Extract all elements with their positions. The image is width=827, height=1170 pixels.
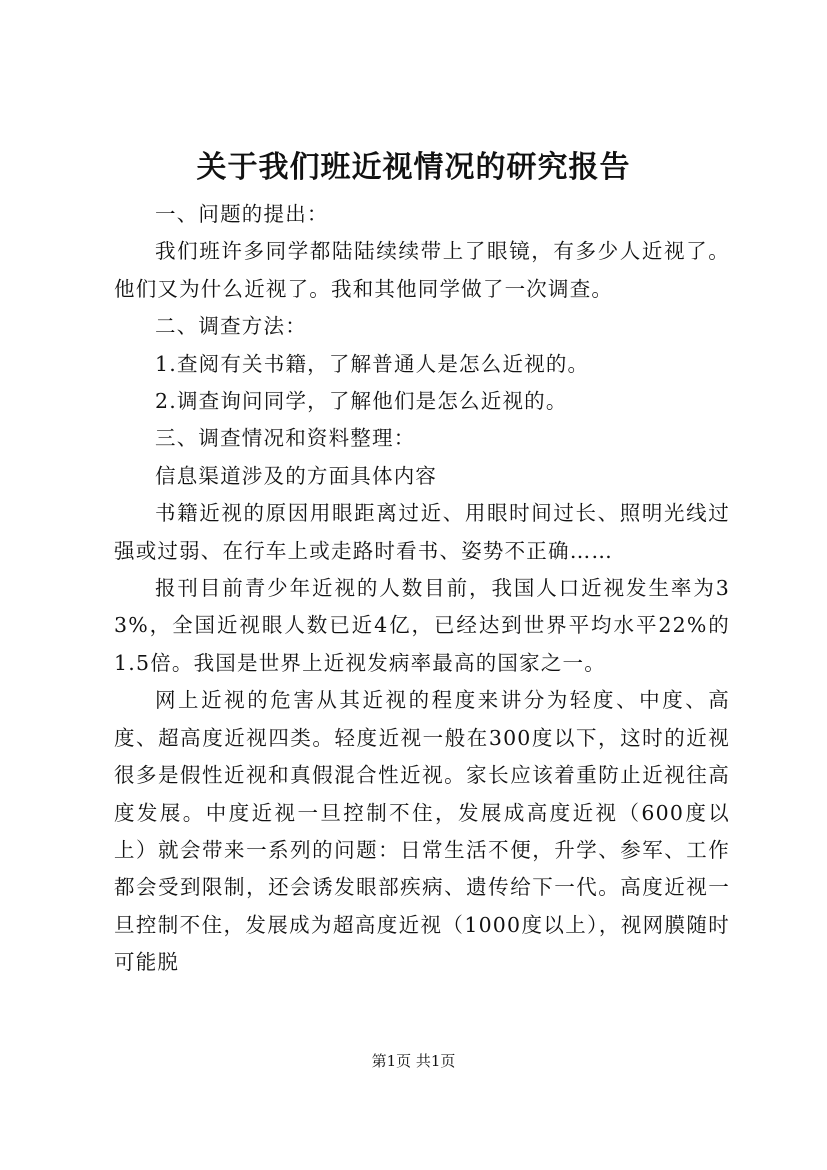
paragraph-newspapers: 报刊目前青少年近视的人数目前，我国人口近视发生率为33%，全国近视眼人数已近4亿，已经达到世界平均水平22%的1.5倍。我国是世界上近视发病率最高的国家之一。 [114,576,730,675]
section-heading-problem: 一、问题的提出： [155,202,329,226]
paragraph-books: 书籍近视的原因用眼距离过近、用眼时间过长、照明光线过强或过弱、在行车上或走路时看书、姿势不正确…… [114,501,730,563]
paragraph-internet: 网上近视的危害从其近视的程度来讲分为轻度、中度、高度、超高度近视四类。轻度近视一般在300度以下，这时的近视很多是假性近视和真假混合性近视。家长应该着重防止近视往高度发展。中度近视一旦控制不住，发展成高度近视（600度以上）就会带来一系列的问题：日常生活不便，升学、参军、工作都会受到限制，还会诱发眼部疾病、遗传给下一代。高度近视一旦控制不住，发展成为超高度近视（1000度以上），视网膜随时可能脱 [114,688,730,975]
page-footer: 第1页 共1页 [371,1052,456,1070]
table-header-line: 信息渠道涉及的方面具体内容 [155,463,438,488]
section-heading-findings: 三、调查情况和资料整理： [155,426,416,451]
method-item-1: 1.查阅有关书籍，了解普通人是怎么近视的。 [155,351,590,376]
paragraph-intro: 我们班许多同学都陆陆续续带上了眼镜，有多少人近视了。他们又为什么近视了。我和其他同学做了一次调查。 [114,239,730,301]
section-heading-method: 二、调查方法： [155,314,307,339]
method-item-2: 2.调查询问同学，了解他们是怎么近视的。 [155,389,568,414]
document-body [114,196,730,982]
document-title: 关于我们班近视情况的研究报告 [196,150,631,185]
